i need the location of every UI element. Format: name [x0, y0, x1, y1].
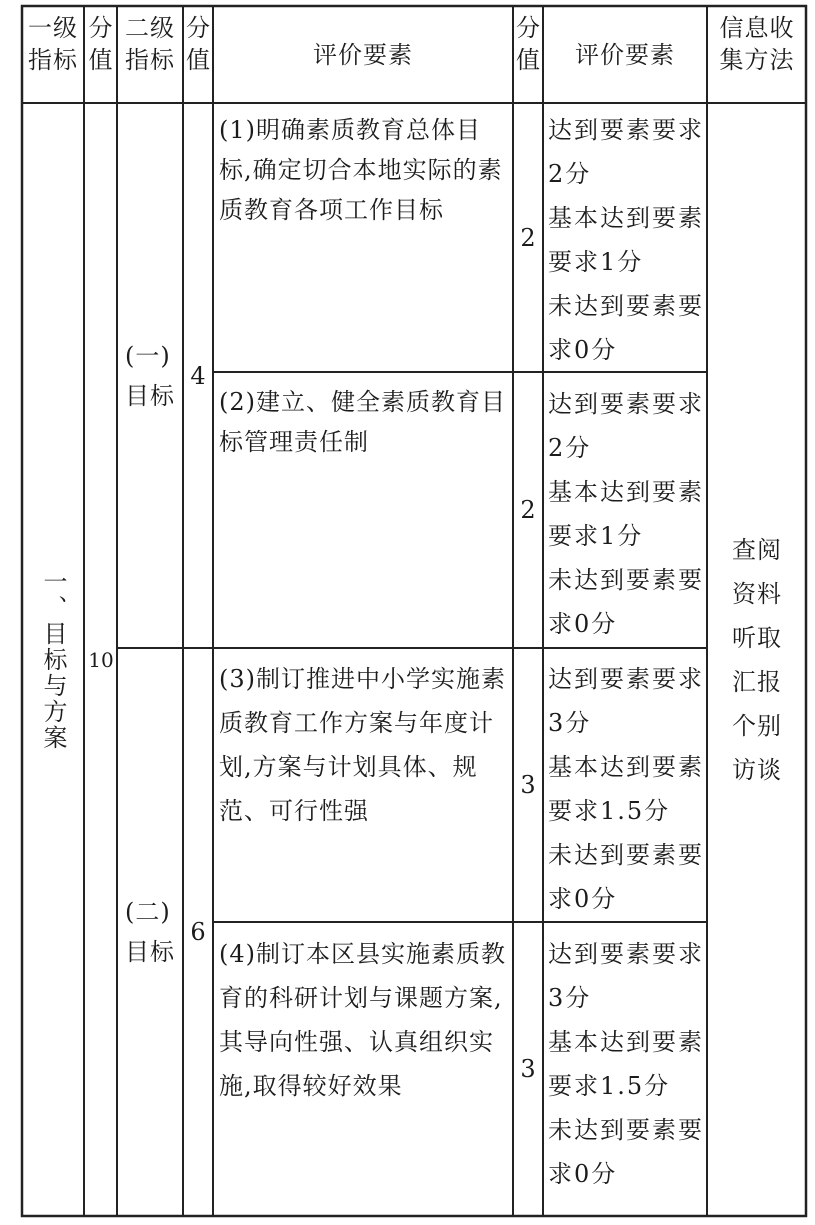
element-1: (1)明确素质教育总体目标,确定切合本地实际的素质教育各项工作目标	[219, 116, 503, 224]
criteria-3: 达到要素要求3分 基本达到要素要求1.5分 未达到要素要求0分	[548, 665, 704, 913]
header-criteria: 评价要素	[575, 41, 675, 69]
criteria-4: 达到要素要求3分 基本达到要素要求1.5分 未达到要素要求0分	[548, 940, 704, 1188]
level1-label-text: 一、目标与方案	[39, 568, 67, 751]
header-level1: 一级 指标	[28, 14, 78, 74]
header-elements: 评价要素	[313, 41, 413, 69]
level2-score-2: 6	[190, 918, 207, 946]
header-score1: 分 值	[88, 14, 114, 74]
header-score3: 分 值	[516, 14, 541, 74]
level1-label	[24, 105, 82, 1214]
element-3: (3)制订推进中小学实施素质教育工作方案与年度计划,方案与计划具体、规范、可行性强	[219, 665, 506, 825]
element-score-3: 3	[520, 771, 537, 799]
header-method: 信息收 集方法	[719, 14, 795, 74]
element-4: (4)制订本区县实施素质教育的科研计划与课题方案,其导向性强、认真组织实施,取得较好效果	[219, 940, 506, 1100]
info-collection-method: 查阅 资料 听取 汇报 个别 访谈	[732, 535, 782, 784]
element-score-1: 2	[520, 223, 537, 252]
level2-score-1: 4	[190, 361, 207, 390]
element-score-2: 2	[520, 496, 537, 524]
criteria-1: 达到要素要求2分 基本达到要素要求1分 未达到要素要求0分	[548, 116, 704, 364]
criteria-2: 达到要素要求2分 基本达到要素要求1分 未达到要素要求0分	[548, 390, 704, 638]
level2-label-1: (一) 目标	[125, 341, 175, 410]
header-score2: 分 值	[186, 14, 211, 74]
header-level2: 二级 指标	[125, 14, 175, 74]
level1-score: 10	[88, 647, 114, 672]
element-score-4: 3	[520, 1055, 537, 1083]
level2-label-2: (二) 目标	[125, 898, 175, 966]
element-2: (2)建立、健全素质教育目标管理责任制	[219, 388, 506, 456]
